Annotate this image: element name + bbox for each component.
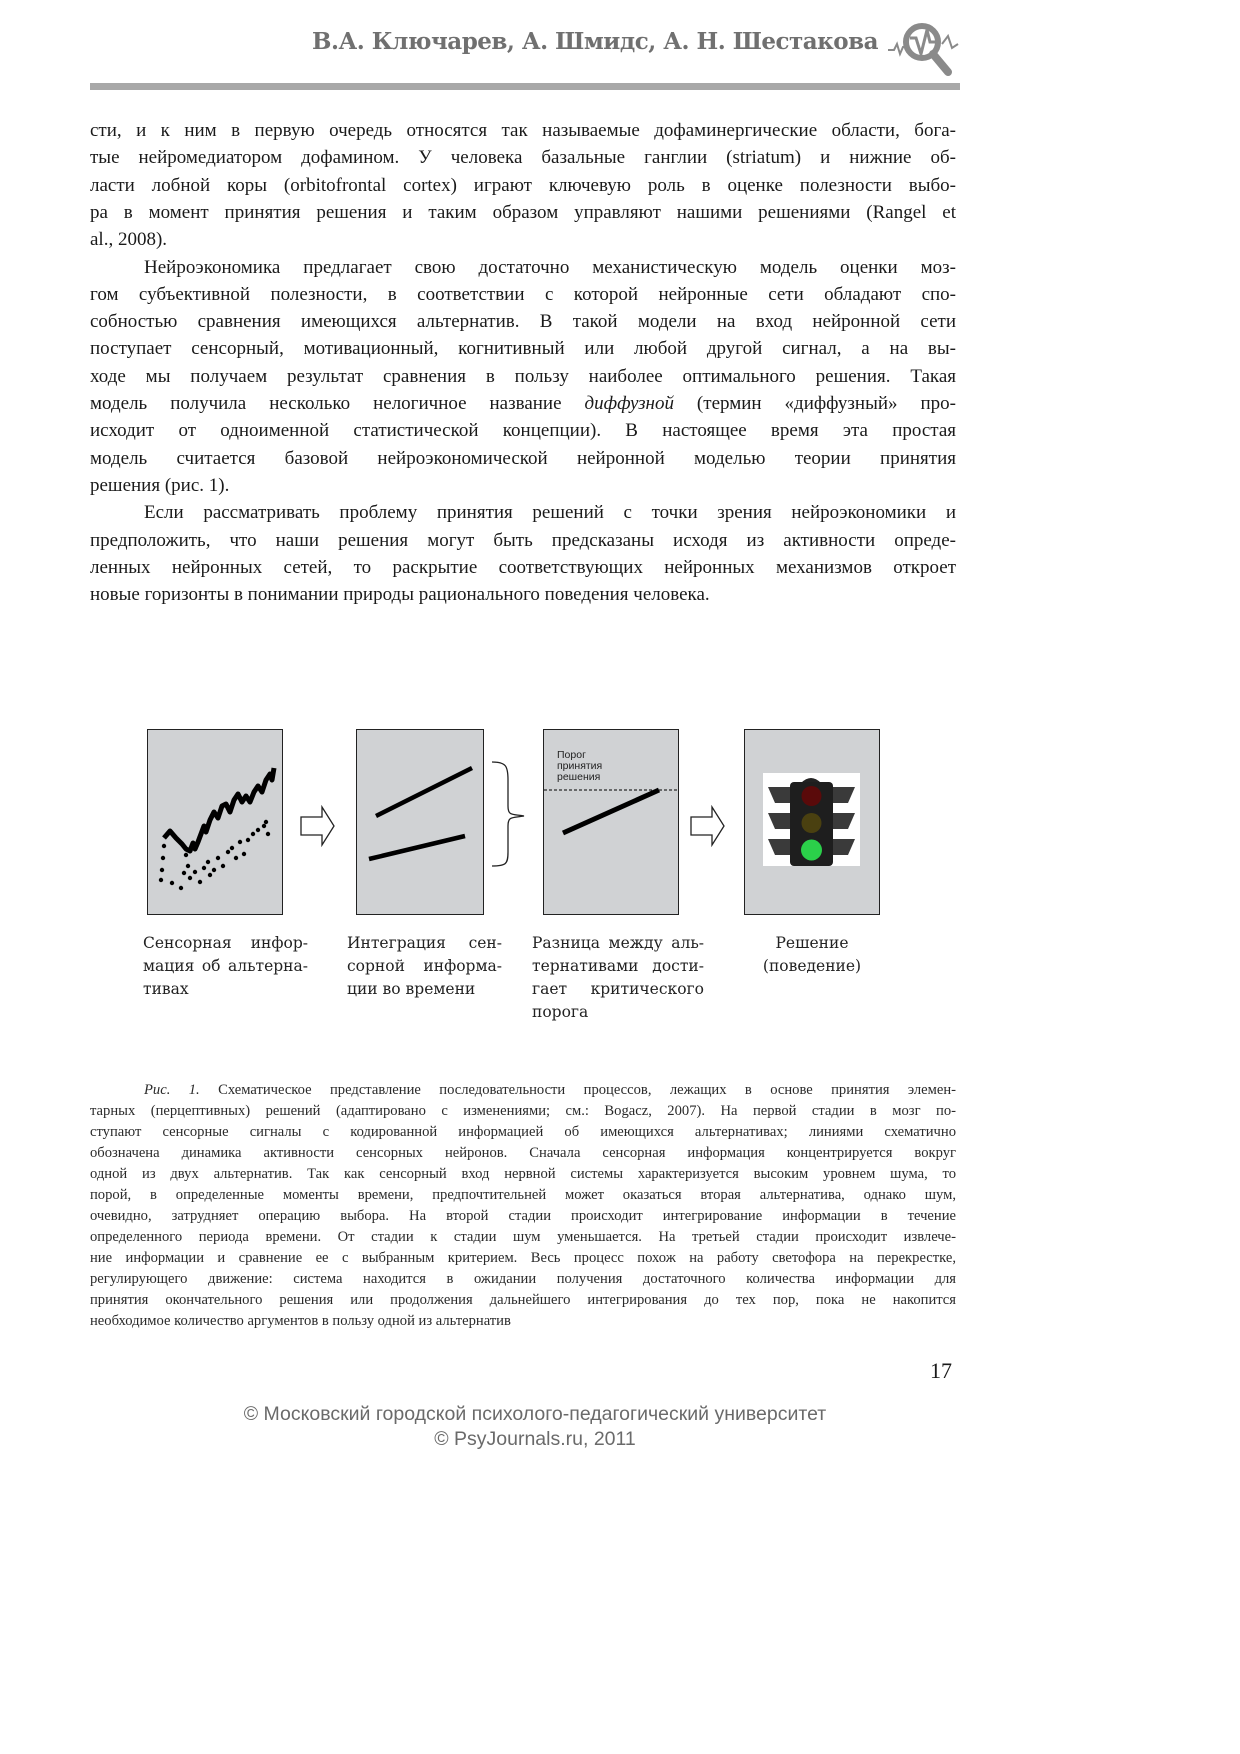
body-text-line xyxy=(90,308,956,335)
body-text-line xyxy=(90,117,956,144)
figure-caption-line xyxy=(90,1227,956,1248)
stage-2-caption xyxy=(347,932,502,1001)
caption-line: порога xyxy=(532,1003,589,1021)
body-text-line xyxy=(90,199,956,226)
body-text-line xyxy=(90,581,956,608)
figure-caption-line xyxy=(90,1101,956,1122)
body-text-line xyxy=(90,226,956,253)
arrow-right-icon xyxy=(300,805,336,847)
caption-line: тивах xyxy=(143,980,189,998)
figure-caption-line xyxy=(90,1080,956,1101)
italic-term: диффузной xyxy=(584,393,674,414)
body-text-line xyxy=(90,335,956,362)
body-text-segment: предположить, что наши решения могут быть предсказаны исходя из активности опреде- xyxy=(90,529,956,551)
stage-2-panel xyxy=(356,729,484,915)
body-text-segment: модель считается базовой нейроэкономической нейронной моделью теории принятия xyxy=(90,447,956,469)
figure-label: Рис. 1. xyxy=(144,1082,200,1098)
body-text-line xyxy=(90,527,956,554)
body-text-line xyxy=(90,172,956,199)
figure-caption-segment: Схематическое представление последовательности процессов, лежащих в основе принятия элемен- xyxy=(199,1082,956,1098)
threshold-label-line: решения xyxy=(557,771,601,783)
caption-line: тернативами дости- xyxy=(532,957,704,975)
figure-caption-line xyxy=(90,1269,956,1290)
body-text-line xyxy=(90,554,956,581)
footer-copyright-journal: © PsyJournals.ru, 2011 xyxy=(434,1428,636,1450)
figure-caption-line xyxy=(90,1122,956,1143)
stage-1-caption xyxy=(143,932,308,1001)
body-text-segment: (термин «диффузный» про- xyxy=(673,393,956,414)
figure-caption-segment: очевидно, затрудняет операцию выбора. На второй стадии происходит интегрирование информации в течение xyxy=(90,1208,956,1224)
caption-line: мация об альтерна- xyxy=(143,957,308,975)
page-number: 17 xyxy=(930,1358,952,1383)
footer-copyright-university: © Московский городской психолого-педагогический университет xyxy=(243,1403,827,1425)
stage-4-caption xyxy=(742,932,882,978)
body-text-segment: сти, и к ним в первую очередь относятся так называемые дофаминергические области, бога- xyxy=(90,120,956,141)
noisy-signal-plot xyxy=(148,730,281,913)
figure-caption-segment: необходимое количество аргументов в пользу одной из альтернатив xyxy=(90,1313,511,1329)
figure-caption-line xyxy=(90,1248,956,1269)
figure-caption-line xyxy=(90,1164,956,1185)
magnifier-logo-icon xyxy=(886,14,964,78)
brace-icon xyxy=(490,760,530,870)
body-text-segment: модель получила несколько нелогичное название xyxy=(90,393,585,414)
threshold-label-line: Порог xyxy=(557,749,586,761)
body-text-line xyxy=(90,281,956,308)
figure-caption-segment: тарных (перцептивных) решений (адаптировано с изменениями; см.: Bogacz, 2007). На первой стадии в мозг по- xyxy=(90,1103,956,1119)
figure-caption-segment: ние информации и сравнение ее с выбранным критерием. Весь процесс похож на работу светофора на перекрестке, xyxy=(90,1250,956,1266)
body-text-line xyxy=(90,144,956,171)
figure-caption-line xyxy=(90,1185,956,1206)
body-text-line xyxy=(90,390,956,417)
figure-caption-segment: порой, в определенные моменты времени, предпочтительней может оказаться вторая альтернатива, однако шум, xyxy=(90,1187,956,1203)
figure-caption-segment: ступают сенсорные сигналы с кодированной информацией об имеющихся альтернативах; линиями схематично xyxy=(90,1124,956,1140)
body-text-segment: ра в момент принятия решения и таким образом управляют нашими решениями (Rangel et xyxy=(90,201,956,223)
caption-line: Решение xyxy=(775,934,849,952)
body-text-segment: исходит от одноименной статистической концепции). В настоящее время эта простая xyxy=(90,420,956,442)
caption-line: Сенсорная инфор- xyxy=(143,934,308,952)
running-header-authors: В.А. Ключарев, А. Шмидс, А. Н. Шестакова xyxy=(312,28,878,55)
body-text-segment: ленных нейронных сетей, то раскрытие соответствующих нейронных механизмов откроет xyxy=(90,556,956,578)
figure-caption-line xyxy=(90,1311,956,1332)
figure-caption-segment: обозначена динамика активности сенсорных нейронов. Сначала сенсорная информация концентрируется вокруг xyxy=(90,1145,956,1161)
body-text-line xyxy=(90,417,956,444)
caption-line: (поведение) xyxy=(762,957,862,975)
body-text-line xyxy=(90,363,956,390)
body-text-line xyxy=(90,254,956,281)
body-text-segment: ласти лобной коры (orbitofrontal cortex) играют ключевую роль в оценке полезности выбо- xyxy=(90,174,956,196)
caption-line: Разница между аль- xyxy=(532,934,704,952)
body-text-segment: тые нейромедиатором дофамином. У человека базальные ганглии (striatum) и нижние об- xyxy=(90,147,956,169)
body-text-segment: поступает сенсорный, мотивационный, когнитивный или любой другой сигнал, а на вы- xyxy=(90,338,956,360)
threshold-label xyxy=(557,750,602,783)
body-text-line xyxy=(90,445,956,472)
figure-caption-segment: регулирующего движение: система находится в ожидании получения достаточного количества информации для xyxy=(90,1271,956,1287)
caption-line: гает критического xyxy=(532,980,704,998)
caption-line: Интеграция сен- xyxy=(347,934,502,952)
body-text-segment: ходе мы получаем результат сравнения в пользу наиболее оптимального решения. Такая xyxy=(90,365,956,387)
body-text-segment: решения (рис. 1). xyxy=(90,474,230,496)
caption-line: сорной информа- xyxy=(347,957,502,975)
scatter-dots xyxy=(159,820,270,890)
figure-caption-line xyxy=(90,1143,956,1164)
stage-3-panel xyxy=(543,729,679,915)
arrow-right-icon xyxy=(690,805,726,847)
figure-caption-segment: одной из двух альтернатив. Так как сенсорный вход нервной системы характеризуется высоким уровнем шума, то xyxy=(90,1166,956,1182)
figure-caption-line xyxy=(90,1290,956,1311)
body-text-segment: гом субъективной полезности, в соответствии с которой нейронные сети обладают спо- xyxy=(90,283,956,305)
body-text-segment: Нейроэкономика предлагает свою достаточно механистическую модель оценки моз- xyxy=(144,256,956,278)
figure-caption-segment: принятия окончательного решения или продолжения дальнейшего интегрирования до тех пор, пока не накопится xyxy=(90,1292,956,1308)
stage-3-caption xyxy=(532,932,704,1024)
stage-1-panel xyxy=(147,729,283,915)
body-text-line xyxy=(90,472,956,499)
body-text-line xyxy=(90,499,956,526)
body-text-segment: собностью сравнения имеющихся альтернатив. В такой модели на вход нейронной сети xyxy=(90,311,956,333)
body-text-segment: новые горизонты в понимании природы рационального поведения человека. xyxy=(90,584,710,606)
traffic-light-icon xyxy=(763,773,860,866)
figure-caption-line xyxy=(90,1206,956,1227)
threshold-label-line: принятия xyxy=(557,760,603,772)
caption-line: ции во времени xyxy=(347,980,476,998)
stage-4-panel xyxy=(744,729,880,915)
figure-caption-segment: определенного периода времени. От стадии к стадии шум уменьшается. На третьей стадии происходит извлече- xyxy=(90,1229,956,1245)
body-text-segment: al., 2008). xyxy=(90,229,168,251)
body-text-segment: Если рассматривать проблему принятия решений с точки зрения нейроэкономики и xyxy=(144,502,956,524)
header-rule xyxy=(90,83,960,90)
difference-line xyxy=(563,790,659,833)
integration-lines-plot xyxy=(357,730,482,913)
